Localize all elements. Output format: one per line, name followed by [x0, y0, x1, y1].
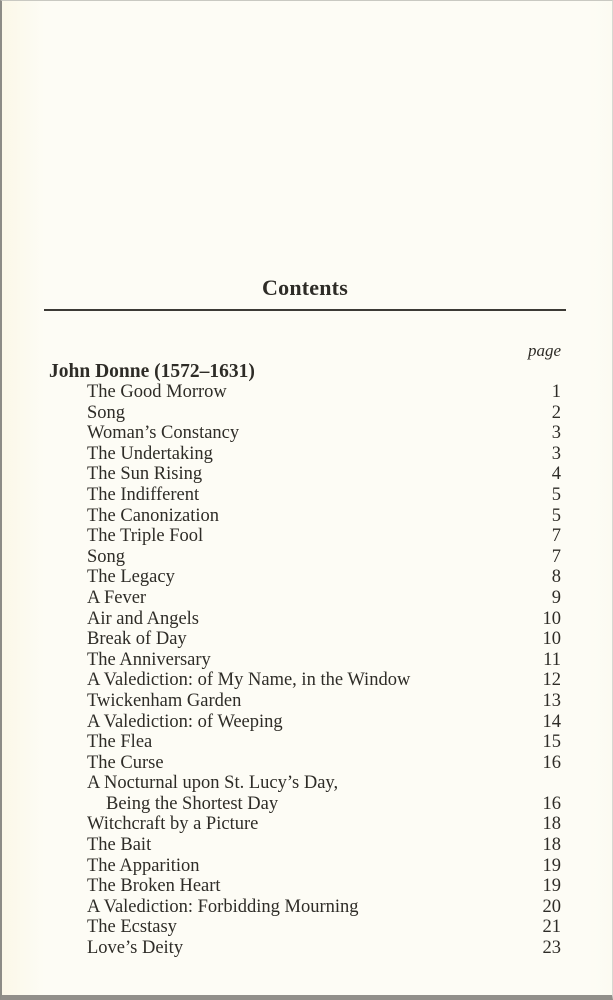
toc-entry — [49, 938, 561, 959]
toc-entry-page: 8 — [551, 567, 561, 588]
toc-entry-title: A Valediction: Forbidding Mourning — [87, 896, 359, 917]
toc-entry-title: The Indifferent — [87, 484, 200, 505]
toc-entry — [49, 444, 561, 465]
toc-entry — [49, 897, 561, 918]
toc-entry-page: 5 — [551, 484, 561, 505]
toc-entry — [49, 485, 561, 506]
toc-entry — [49, 464, 561, 485]
toc-entry-page: 2 — [551, 402, 561, 423]
toc-entry-page: 10 — [542, 608, 561, 629]
toc-entry-page: 20 — [542, 896, 561, 917]
toc-entry-title: Being the Shortest Day — [106, 793, 279, 814]
contents-title: Contents — [262, 275, 348, 300]
toc-entry-page: 4 — [551, 464, 561, 485]
toc-entry-title: The Broken Heart — [87, 876, 221, 897]
toc-entry-page: 21 — [542, 917, 561, 938]
toc-entry — [49, 547, 561, 568]
toc-entry-page: 10 — [542, 629, 561, 650]
toc-entry-page: 3 — [551, 443, 561, 464]
toc-entry — [49, 876, 561, 897]
toc-entry-title: Air and Angels — [87, 608, 200, 629]
toc-entry-title: Twickenham Garden — [87, 690, 242, 711]
toc-entry-page: 13 — [542, 690, 561, 711]
toc-entry — [49, 567, 561, 588]
toc-entry-page: 23 — [542, 938, 561, 959]
toc-entry — [49, 403, 561, 424]
toc-entry-title: The Curse — [87, 752, 164, 773]
toc-entry — [49, 588, 561, 609]
toc-entry — [49, 917, 561, 938]
toc-entry-title: The Undertaking — [87, 443, 213, 464]
toc-entry-page: 19 — [542, 876, 561, 897]
toc-entry-title: A Nocturnal upon St. Lucy’s Day, — [87, 773, 339, 794]
toc-entry-page: 16 — [542, 752, 561, 773]
toc-entry — [49, 856, 561, 877]
toc-entry-title: Witchcraft by a Picture — [87, 814, 259, 835]
toc-entry-title: Love’s Deity — [87, 938, 184, 959]
toc-entry-page: 7 — [551, 526, 561, 547]
toc-entry-title: The Canonization — [87, 505, 220, 526]
toc-entry-page: 14 — [542, 711, 561, 732]
toc-entry-title: A Valediction: of My Name, in the Window — [87, 670, 411, 691]
toc-entry-page: 3 — [551, 423, 561, 444]
toc-entry — [49, 814, 561, 835]
toc-entry-title: The Legacy — [87, 567, 175, 588]
section-heading: John Donne (1572–1631) — [49, 361, 255, 382]
toc-entry-page: 7 — [551, 546, 561, 567]
toc-entry-title: The Good Morrow — [87, 382, 227, 402]
toc-entry-title: The Triple Fool — [87, 526, 204, 547]
toc-entry-page: 19 — [542, 855, 561, 876]
toc-entry-title: A Fever — [87, 587, 147, 608]
toc-entry-title: Woman’s Constancy — [87, 423, 240, 444]
toc-entry — [49, 670, 561, 691]
toc-entry-page: 5 — [551, 505, 561, 526]
toc-entry — [49, 773, 561, 794]
toc-entry-page: 11 — [543, 649, 561, 670]
page-column-label: page — [527, 341, 561, 360]
toc-entry — [49, 835, 561, 856]
toc-entry-page: 1 — [551, 382, 561, 402]
toc-entry-page: 15 — [542, 732, 561, 753]
toc-entry — [49, 753, 561, 774]
toc-entry-title: The Ecstasy — [87, 917, 177, 938]
toc-entry-title: The Bait — [87, 835, 152, 856]
toc-entry-title: The Apparition — [87, 855, 200, 876]
toc-entry-page: 12 — [542, 670, 561, 691]
toc-entry-title: A Valediction: of Weeping — [87, 711, 283, 732]
toc-entry — [49, 526, 561, 547]
toc-entry-title: The Sun Rising — [87, 464, 203, 485]
toc-entry-page: 9 — [551, 587, 561, 608]
toc-entry — [49, 650, 561, 671]
table-of-contents — [49, 341, 561, 959]
toc-entry — [49, 732, 561, 753]
toc-entry — [49, 712, 561, 733]
toc-entry — [49, 609, 561, 630]
toc-entry-page: 18 — [542, 835, 561, 856]
toc-entry-title: Break of Day — [87, 629, 187, 650]
toc-entry — [49, 423, 561, 444]
toc-entry-title: The Flea — [87, 732, 153, 753]
toc-entry-page: 18 — [542, 814, 561, 835]
divider-rule — [44, 309, 566, 311]
toc-entry — [49, 691, 561, 712]
toc-entry-title: Song — [87, 546, 126, 567]
toc-entry-continuation — [49, 794, 561, 815]
toc-entry-page: 16 — [542, 793, 561, 814]
toc-entry — [49, 506, 561, 527]
toc-entry — [49, 382, 561, 403]
toc-entry-title: Song — [87, 402, 126, 423]
toc-entry-title: The Anniversary — [87, 649, 211, 670]
toc-entry — [49, 629, 561, 650]
